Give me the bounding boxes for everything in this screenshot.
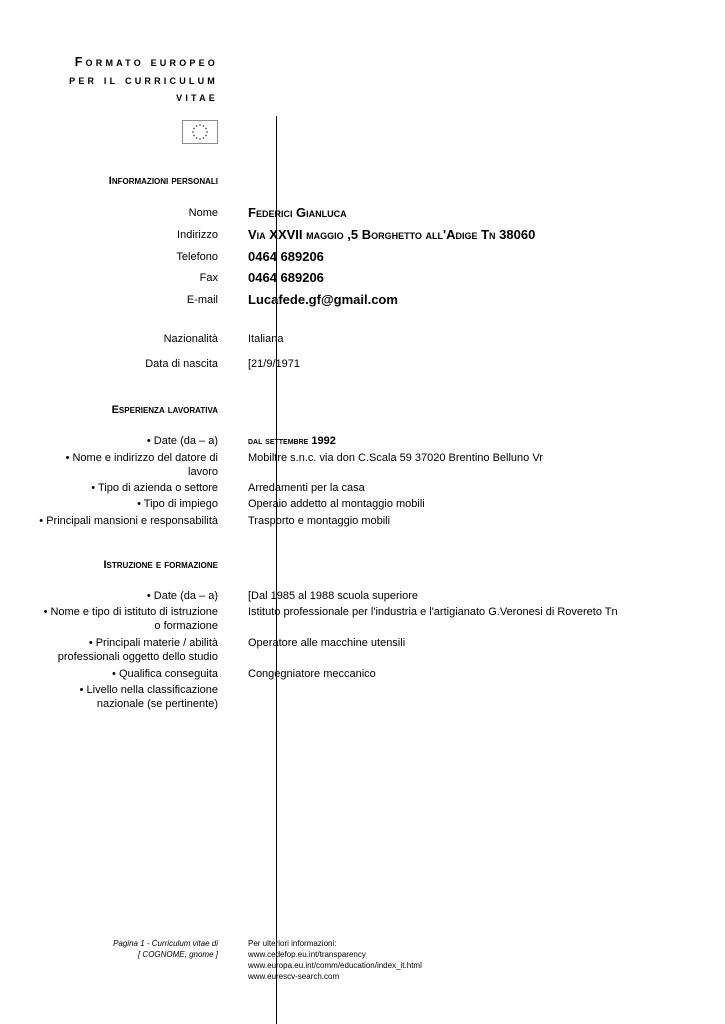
label-edu-istituto-line2: o formazione — [154, 620, 218, 632]
title-line-3: vitae — [176, 90, 218, 104]
label-exp-settore: • Tipo di azienda o settore — [91, 482, 218, 494]
label-edu-livello-line2: nazionale (se pertinente) — [96, 698, 218, 710]
value-email[interactable]: Lucafede.gf@gmail.com — [248, 292, 398, 307]
footer-page-info — [60, 938, 218, 960]
label-nome: Nome — [188, 207, 218, 219]
section-title-personal: Informazioni personali — [108, 175, 218, 187]
title-line-2: per il curriculum — [69, 72, 218, 87]
value-exp-datore: Mobiltre s.n.c. via don C.Scala 59 37020 Brentino Belluno Vr — [248, 452, 543, 464]
label-email: E-mail — [186, 294, 218, 306]
section-title-education: Istruzione e formazione — [103, 559, 218, 571]
footer-page-line1: Pagina 1 - Curriculum vitae di — [113, 939, 218, 948]
value-exp-settore: Arredamenti per la casa — [248, 482, 365, 494]
cv-title — [30, 54, 218, 107]
value-edu-qualifica: Congegniatore meccanico — [248, 668, 376, 680]
label-edu-istituto — [20, 605, 218, 633]
label-exp-datore-line1: • Nome e indirizzo del datore di — [65, 452, 218, 464]
value-edu-istituto: Istituto professionale per l'industria e l'artigianato G.Veronesi di Rovereto Tn — [248, 606, 618, 618]
label-fax: Fax — [199, 272, 218, 284]
label-nazionalita: Nazionalità — [163, 333, 218, 345]
label-exp-impiego: • Tipo di impiego — [137, 498, 218, 510]
footer-info-heading: Per ulteriori informazioni: — [248, 939, 337, 948]
footer-link-europa[interactable]: www.europa.eu.int/comm/education/index_it.html — [248, 961, 422, 970]
label-edu-livello-line1: • Livello nella classificazione — [79, 684, 218, 696]
label-data-nascita: Data di nascita — [145, 358, 218, 370]
footer-page-line2: [ COGNOME, gnome ] — [137, 950, 218, 959]
label-indirizzo: Indirizzo — [177, 229, 218, 241]
footer-link-cedefop[interactable]: www.cedefop.eu.int/transparency — [248, 950, 366, 959]
label-exp-mansioni: • Principali mansioni e responsabilità — [39, 515, 218, 527]
value-exp-mansioni: Trasporto e montaggio mobili — [248, 515, 391, 527]
value-nome: Federici Gianluca — [248, 205, 347, 220]
value-edu-date: [Dal 1985 al 1988 scuola superiore — [248, 590, 419, 602]
label-exp-datore-line2: lavoro — [188, 466, 218, 478]
value-nazionalita: Italiana — [248, 333, 284, 345]
value-indirizzo: Via XXVII maggio ,5 Borghetto all'Adige Tn 38060 — [248, 227, 536, 242]
label-edu-materie-line2: professionali oggetto dello studio — [57, 651, 218, 663]
footer-links — [248, 938, 422, 982]
value-telefono: 0464 689206 — [248, 249, 324, 264]
value-exp-date — [248, 434, 336, 449]
value-data-nascita: [21/9/1971 — [248, 358, 300, 370]
title-line-1: Formato europeo — [74, 55, 218, 69]
label-edu-istituto-line1: • Nome e tipo di istituto di istruzione — [43, 606, 218, 618]
value-edu-materie: Operatore alle macchine utensili — [248, 637, 406, 649]
label-edu-materie-line1: • Principali materie / abilità — [88, 637, 218, 649]
label-edu-qualifica: • Qualifica conseguita — [112, 668, 218, 680]
footer-link-eurescv[interactable]: www.eurescv-search.com — [248, 972, 340, 981]
label-exp-datore — [20, 451, 218, 479]
label-edu-date: • Date (da – a) — [146, 590, 218, 602]
value-fax: 0464 689206 — [248, 270, 324, 285]
label-edu-livello — [20, 683, 218, 711]
label-exp-date: • Date (da – a) — [146, 435, 218, 447]
label-edu-materie — [20, 636, 218, 664]
exp-date-prefix: dal settembre — [248, 436, 309, 447]
label-telefono: Telefono — [176, 251, 218, 263]
eu-flag-icon — [182, 120, 218, 144]
exp-date-year: 1992 — [311, 435, 336, 447]
section-title-experience: Esperienza lavorativa — [111, 404, 218, 416]
value-exp-impiego: Operaio addetto al montaggio mobili — [248, 498, 425, 510]
